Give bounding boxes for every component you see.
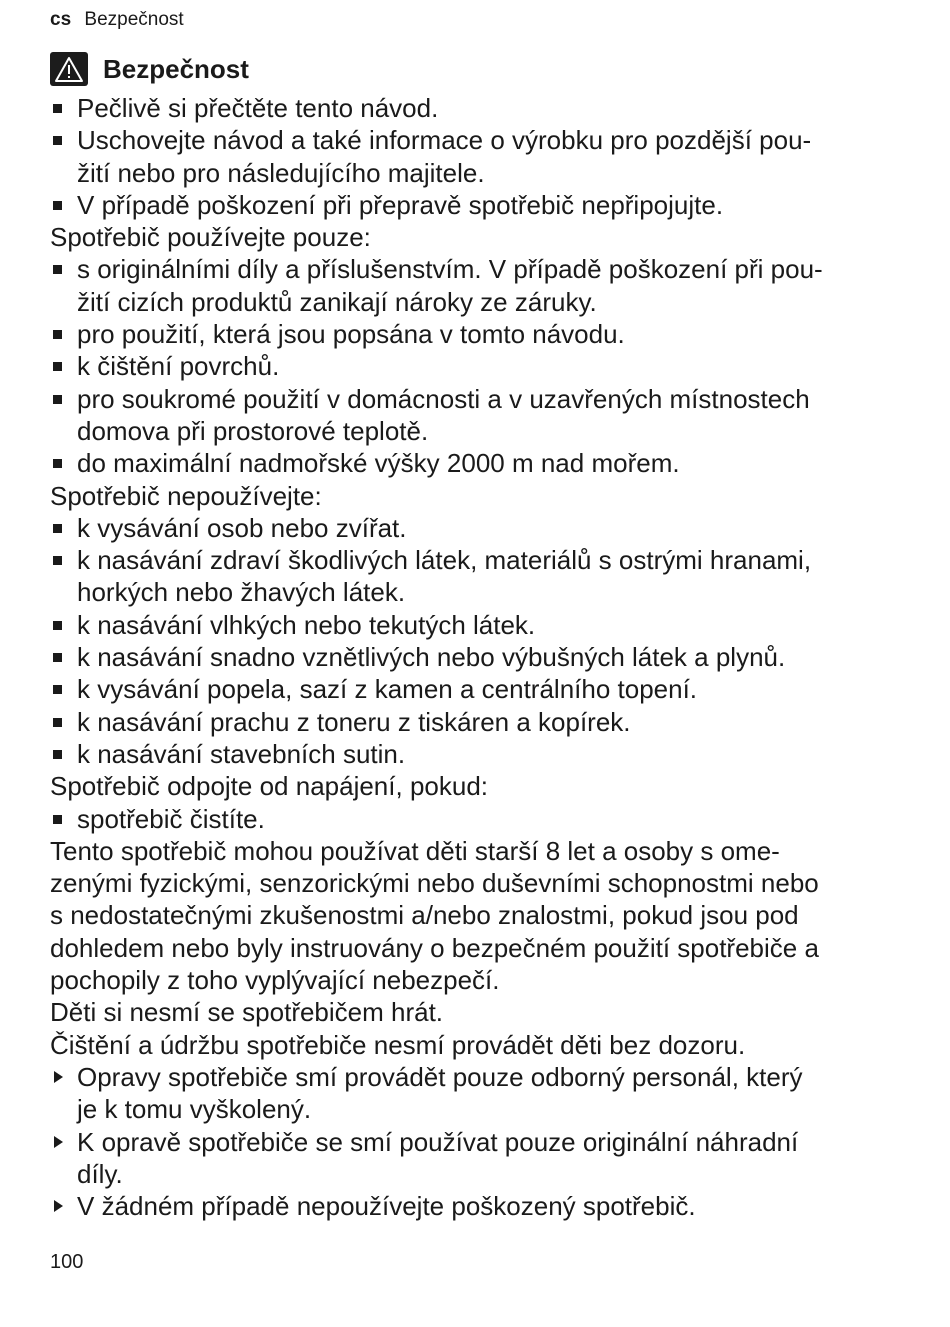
list-item xyxy=(50,738,910,770)
text-line: domova při prostorové teplotě. xyxy=(77,415,429,446)
language-code: cs xyxy=(50,9,72,30)
text-line: žití nebo pro následujícího majitele. xyxy=(77,157,485,188)
list-item xyxy=(50,706,910,738)
text-line: pro použití, která jsou popsána v tomto návodu. xyxy=(77,319,625,350)
text-line: Čištění a údržbu spotřebiče nesmí provádět děti bez dozoru. xyxy=(50,1029,746,1060)
square-bullet-icon xyxy=(50,124,77,156)
header-section-title: Bezpečnost xyxy=(84,9,184,30)
square-bullet-icon xyxy=(50,738,77,770)
text-line: žití cizích produktů zanikají nároky ze záruky. xyxy=(77,286,597,317)
text-line: do maximální nadmořské výšky 2000 m nad mořem. xyxy=(77,448,680,479)
text-line: díly. xyxy=(77,1158,123,1189)
text-line: k nasávání prachu z toneru z tiskáren a kopírek. xyxy=(77,706,631,737)
square-bullet-icon xyxy=(50,512,77,544)
section-heading xyxy=(50,52,249,86)
text-line: pro soukromé použití v domácnosti a v uzavřených místnostech xyxy=(77,383,810,414)
paragraph xyxy=(50,996,910,1028)
text-line: Spotřebič používejte pouze: xyxy=(50,222,371,253)
text-line: je k tomu vyškolený. xyxy=(77,1094,312,1125)
list-item xyxy=(50,92,910,124)
text-line: k čištění povrchů. xyxy=(77,351,280,382)
list-item xyxy=(50,383,910,448)
running-header xyxy=(50,9,184,31)
text-line: dohledem nebo byly instruovány o bezpečném použití spotřebiče a xyxy=(50,932,819,963)
list-item xyxy=(50,609,910,641)
square-bullet-icon xyxy=(50,673,77,705)
text-line: Spotřebič nepoužívejte: xyxy=(50,480,322,511)
square-bullet-icon xyxy=(50,253,77,285)
text-line: k nasávání vlhkých nebo tekutých látek. xyxy=(77,609,536,640)
list-item xyxy=(50,318,910,350)
warning-icon xyxy=(50,52,88,86)
square-bullet-icon xyxy=(50,189,77,221)
list-item xyxy=(50,124,910,189)
bullet-indent xyxy=(50,1158,77,1190)
text-line: Spotřebič odpojte od napájení, pokud: xyxy=(50,771,489,802)
text-line: k nasávání zdraví škodlivých látek, materiálů s ostrými hranami, xyxy=(77,545,812,576)
text-line: Pečlivě si přečtěte tento návod. xyxy=(77,93,439,123)
square-bullet-icon xyxy=(50,447,77,479)
square-bullet-icon xyxy=(50,706,77,738)
bullet-indent xyxy=(50,157,77,189)
list-item xyxy=(50,641,910,673)
list-item xyxy=(50,350,910,382)
square-bullet-icon xyxy=(50,544,77,576)
arrow-bullet-icon xyxy=(50,1190,77,1222)
list-item xyxy=(50,253,910,318)
text-line: spotřebič čistíte. xyxy=(77,803,265,834)
square-bullet-icon xyxy=(50,383,77,415)
paragraph xyxy=(50,1029,910,1061)
square-bullet-icon xyxy=(50,803,77,835)
safety-text-body xyxy=(50,92,910,1222)
list-item xyxy=(50,189,910,221)
text-line: k vysávání osob nebo zvířat. xyxy=(77,512,407,543)
instruction-item xyxy=(50,1126,910,1191)
text-line: Děti si nesmí se spotřebičem hrát. xyxy=(50,997,444,1028)
paragraph xyxy=(50,835,910,996)
arrow-bullet-icon xyxy=(50,1126,77,1158)
text-line: horkých nebo žhavých látek. xyxy=(77,577,406,608)
list-item xyxy=(50,673,910,705)
text-line: k vysávání popela, sazí z kamen a centrálního topení. xyxy=(77,674,698,705)
list-item xyxy=(50,803,910,835)
text-line: zenými fyzickými, senzorickými nebo duševními schopnostmi nebo xyxy=(50,868,819,899)
text-line: s originálními díly a příslušenstvím. V případě poškození při pou- xyxy=(77,254,823,285)
page-number: 100 xyxy=(50,1251,84,1273)
list-item xyxy=(50,544,910,609)
paragraph xyxy=(50,221,910,253)
text-line: k nasávání snadno vznětlivých nebo výbušných látek a plynů. xyxy=(77,642,786,673)
text-line: Tento spotřebič mohou používat děti starší 8 let a osoby s ome- xyxy=(50,835,780,866)
text-line: Uschovejte návod a také informace o výrobku pro pozdější pou- xyxy=(77,125,812,156)
bullet-indent xyxy=(50,576,77,608)
page-title: Bezpečnost xyxy=(103,53,249,84)
list-item xyxy=(50,512,910,544)
bullet-indent xyxy=(50,1093,77,1125)
text-line: Opravy spotřebiče smí provádět pouze odborný personál, který xyxy=(77,1061,803,1092)
paragraph xyxy=(50,480,910,512)
instruction-item xyxy=(50,1061,910,1126)
list-item xyxy=(50,447,910,479)
arrow-bullet-icon xyxy=(50,1061,77,1093)
bullet-indent xyxy=(50,286,77,318)
text-line: V případě poškození při přepravě spotřebič nepřipojujte. xyxy=(77,189,724,220)
instruction-item xyxy=(50,1190,910,1222)
square-bullet-icon xyxy=(50,641,77,673)
text-line: pochopily z toho vyplývající nebezpečí. xyxy=(50,965,500,996)
square-bullet-icon xyxy=(50,318,77,350)
text-line: k nasávání stavebních sutin. xyxy=(77,738,406,769)
square-bullet-icon xyxy=(50,92,77,124)
text-line: V žádném případě nepoužívejte poškozený spotřebič. xyxy=(77,1191,696,1222)
text-line: s nedostatečnými zkušenostmi a/nebo znalostmi, pokud jsou pod xyxy=(50,900,799,931)
text-line: K opravě spotřebiče se smí používat pouze originální náhradní xyxy=(77,1126,799,1157)
paragraph xyxy=(50,770,910,802)
bullet-indent xyxy=(50,415,77,447)
square-bullet-icon xyxy=(50,350,77,382)
square-bullet-icon xyxy=(50,609,77,641)
